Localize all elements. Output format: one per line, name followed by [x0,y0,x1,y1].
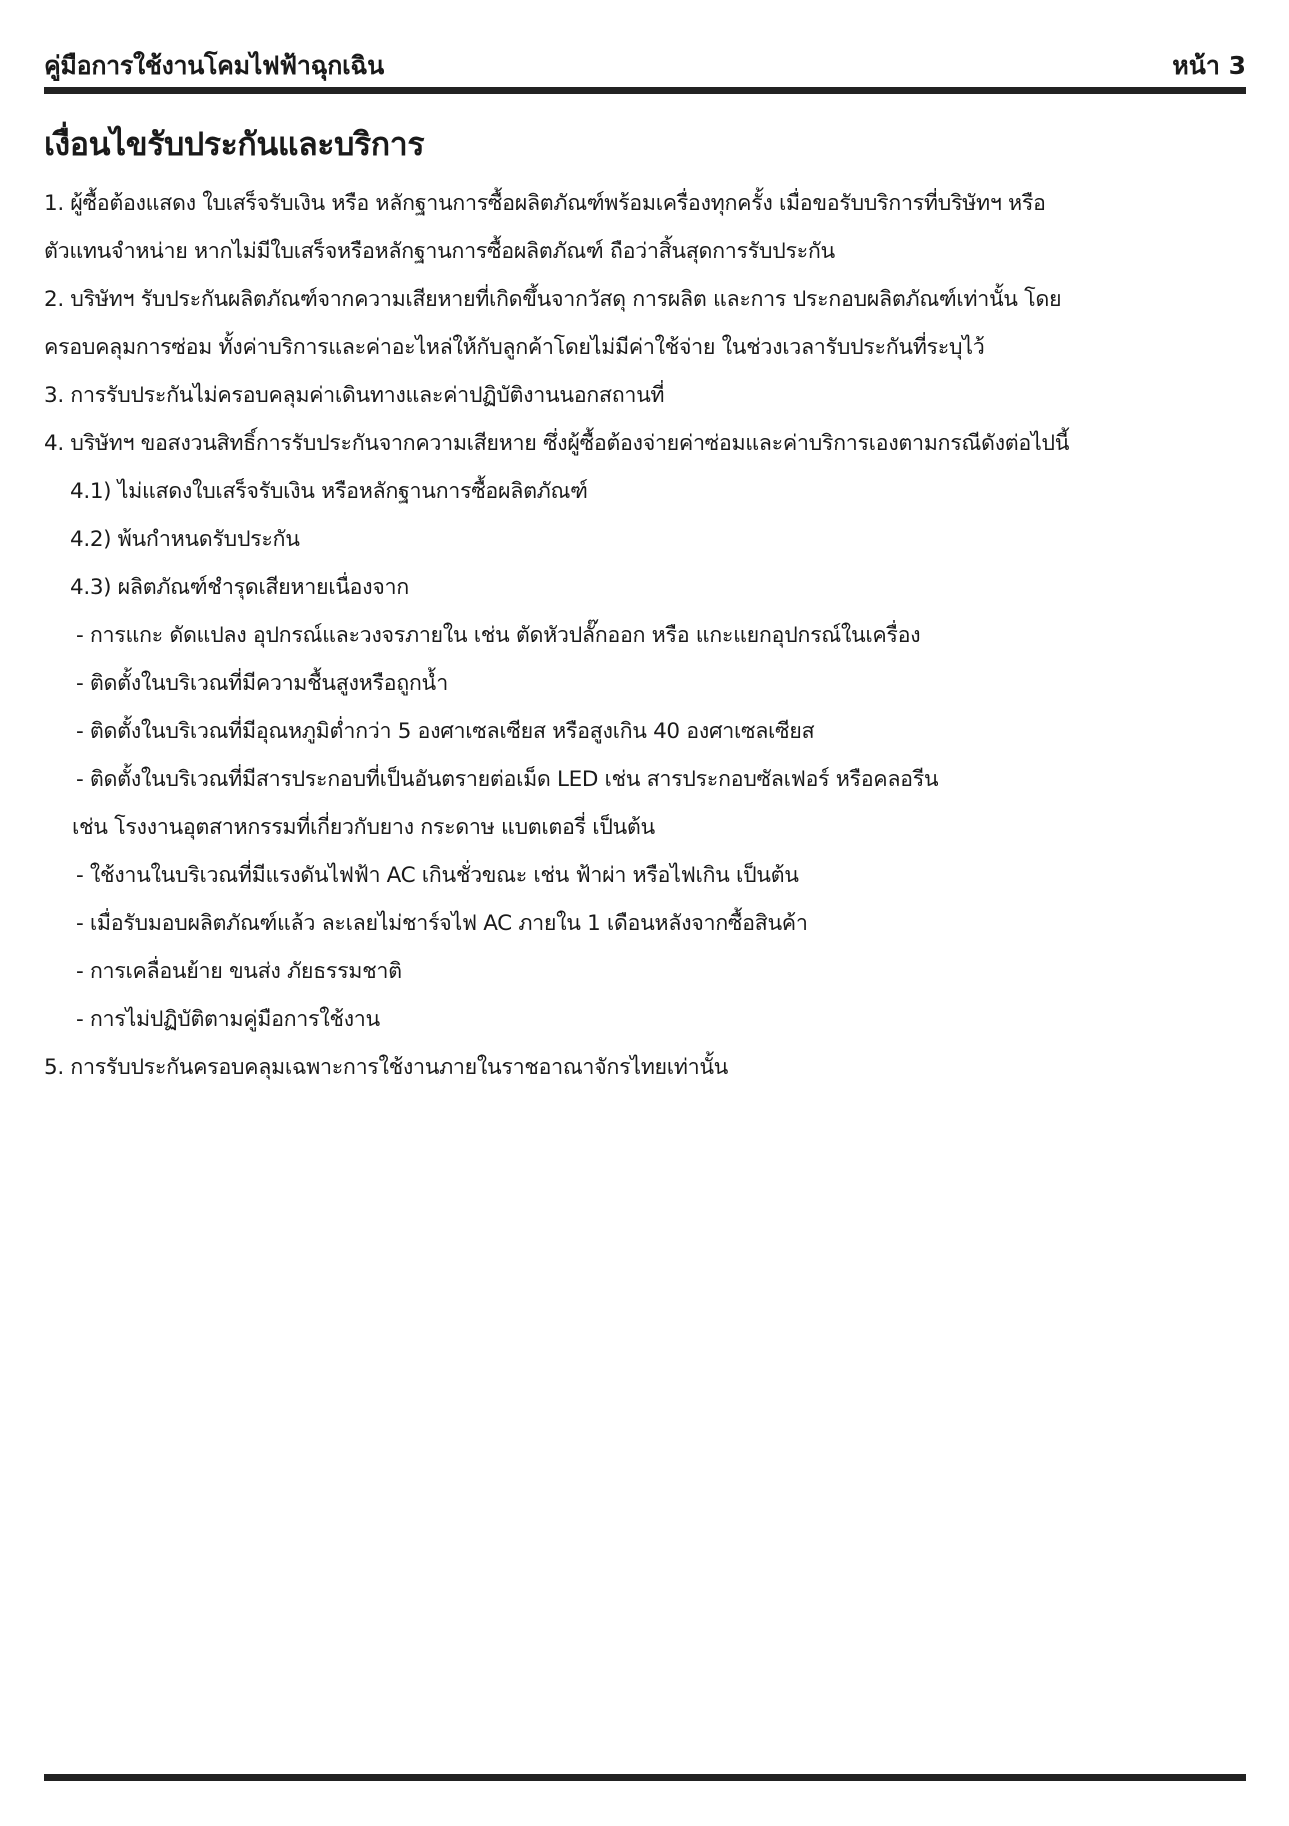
damage-cause-item: - การเคลื่อนย้าย ขนส่ง ภัยธรรมชาติ [76,959,402,984]
condition-1-line-1: 1. ผู้ซื้อต้องแสดง ใบเสร็จรับเงิน หรือ หลักฐานการซื้อผลิตภัณฑ์พร้อมเครื่องทุกครั้ง เมื่อขอรับบริการที่บริษัทฯ หรือ [44,191,1046,216]
condition-5: 5. การรับประกันครอบคลุมเฉพาะการใช้งานภายในราชอาณาจักรไทยเท่านั้น [44,1055,729,1080]
footer-divider [44,1774,1246,1781]
condition-4-2: 4.2) พ้นกำหนดรับประกัน [70,527,300,552]
header-divider [44,87,1246,94]
damage-cause-item: - ติดตั้งในบริเวณที่มีสารประกอบที่เป็นอันตรายต่อเม็ด LED เช่น สารประกอบซัลเฟอร์ หรือคลอรีน [76,767,939,792]
condition-2-line-1: 2. บริษัทฯ รับประกันผลิตภัณฑ์จากความเสียหายที่เกิดขึ้นจากวัสดุ การผลิต และการ ประกอบผลิตภัณฑ์เท่านั้น โดย [44,287,1062,312]
damage-cause-item: - ใช้งานในบริเวณที่มีแรงดันไฟฟ้า AC เกินชั่วขณะ เช่น ฟ้าผ่า หรือไฟเกิน เป็นต้น [76,863,799,888]
damage-cause-item: - การแกะ ดัดแปลง อุปกรณ์และวงจรภายใน เช่น ตัดหัวปลั๊กออก หรือ แกะแยกอุปกรณ์ในเครื่อง [76,623,921,648]
condition-3: 3. การรับประกันไม่ครอบคลุมค่าเดินทางและค่าปฏิบัติงานนอกสถานที่ [44,383,665,408]
damage-cause-item: - ติดตั้งในบริเวณที่มีอุณหภูมิต่ำกว่า 5 องศาเซลเซียส หรือสูงเกิน 40 องศาเซลเซียส [76,719,815,744]
damage-cause-item: - เมื่อรับมอบผลิตภัณฑ์แล้ว ละเลยไม่ชาร์จไฟ AC ภายใน 1 เดือนหลังจากซื้อสินค้า [76,911,808,936]
condition-2-line-2: ครอบคลุมการซ่อม ทั้งค่าบริการและค่าอะไหล่ให้กับลูกค้าโดยไม่มีค่าใช้จ่าย ในช่วงเวลารับประกันที่ระบุไว้ [44,335,985,360]
page-header [44,40,1246,84]
page-number: หน้า 3 [1172,51,1246,80]
condition-4-1: 4.1) ไม่แสดงใบเสร็จรับเงิน หรือหลักฐานการซื้อผลิตภัณฑ์ [70,479,588,504]
condition-4-3: 4.3) ผลิตภัณฑ์ชำรุดเสียหายเนื่องจาก [70,575,409,600]
warranty-conditions [44,180,1254,1092]
condition-4: 4. บริษัทฯ ขอสงวนสิทธิ์การรับประกันจากความเสียหาย ซึ่งผู้ซื้อต้องจ่ายค่าซ่อมและค่าบริการเองตามกรณีดังต่อไปนี้ [44,431,1070,456]
damage-cause-item: - การไม่ปฏิบัติตามคู่มือการใช้งาน [76,1007,380,1032]
document-title: คู่มือการใช้งานโคมไฟฟ้าฉุกเฉิน [44,51,384,80]
damage-cause-item: - ติดตั้งในบริเวณที่มีความชื้นสูงหรือถูกน้ำ [76,671,448,696]
damage-cause-item-continuation: เช่น โรงงานอุตสาหกรรมที่เกี่ยวกับยาง กระดาษ แบตเตอรี่ เป็นต้น [72,815,655,840]
condition-1-line-2: ตัวแทนจำหน่าย หากไม่มีใบเสร็จหรือหลักฐานการซื้อผลิตภัณฑ์ ถือว่าสิ้นสุดการรับประกัน [44,239,835,264]
section-heading: เงื่อนไขรับประกันและบริการ [44,125,425,163]
